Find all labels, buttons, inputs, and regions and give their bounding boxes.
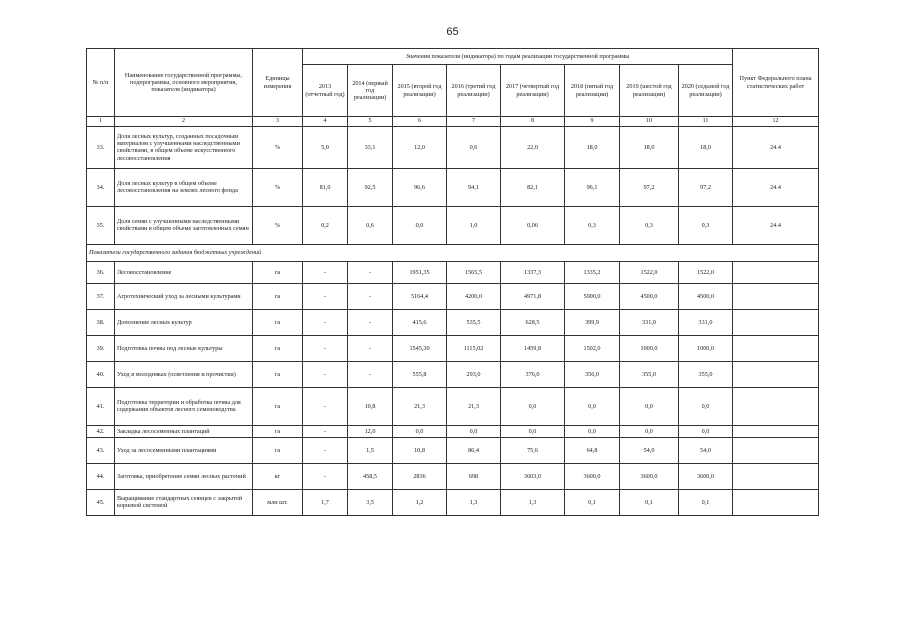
plan-cell bbox=[733, 489, 819, 515]
value-cell: 0,6 bbox=[447, 126, 501, 168]
unit-cell: га bbox=[253, 309, 303, 335]
table-row bbox=[87, 168, 819, 206]
value-cell: 415,6 bbox=[393, 309, 447, 335]
row-number: 35. bbox=[87, 206, 115, 244]
unit-cell: га bbox=[253, 335, 303, 361]
indicator-name: Уход в молодняках (осветления и прочистки) bbox=[115, 361, 253, 387]
value-cell: 2836 bbox=[393, 463, 447, 489]
value-cell: 64,8 bbox=[565, 437, 620, 463]
table-row bbox=[87, 463, 819, 489]
indicator-name: Доля лесных культур в общем объеме лесовосстановления на землях лесного фонда bbox=[115, 168, 253, 206]
plan-cell: 24.4 bbox=[733, 126, 819, 168]
value-cell: - bbox=[348, 361, 393, 387]
value-cell: 0,6 bbox=[348, 206, 393, 244]
indicator-name: Дополнение лесных культур bbox=[115, 309, 253, 335]
unit-cell: га bbox=[253, 437, 303, 463]
table-row bbox=[87, 206, 819, 244]
value-cell: 0,1 bbox=[679, 489, 733, 515]
unit-cell: % bbox=[253, 126, 303, 168]
value-cell: 555,8 bbox=[393, 361, 447, 387]
row-number: 39. bbox=[87, 335, 115, 361]
value-cell: 1951,35 bbox=[393, 261, 447, 283]
value-cell: 1,3 bbox=[501, 489, 565, 515]
value-cell: 458,5 bbox=[348, 463, 393, 489]
row-number: 41. bbox=[87, 387, 115, 425]
plan-cell bbox=[733, 361, 819, 387]
value-cell: - bbox=[303, 361, 348, 387]
value-cell: 92,5 bbox=[348, 168, 393, 206]
table-row bbox=[87, 261, 819, 283]
table-row bbox=[87, 126, 819, 168]
value-cell: - bbox=[348, 335, 393, 361]
value-cell: 1545,30 bbox=[393, 335, 447, 361]
indicator-name: Доля лесных культур, созданных посадочным материалом с улучшенными наследственными свойствами, в общем объеме искусственного лесовосстановления bbox=[115, 126, 253, 168]
header-year: 2020 (седьмой год реализации) bbox=[679, 65, 733, 117]
indicator-name: Заготовка, приобретение семян лесных растений bbox=[115, 463, 253, 489]
value-cell: 355,0 bbox=[620, 361, 679, 387]
value-cell: 1335,2 bbox=[565, 261, 620, 283]
indicator-name: Выращивание стандартных сеянцев с закрытой корневой системой bbox=[115, 489, 253, 515]
value-cell: 0,1 bbox=[565, 489, 620, 515]
column-number: 12 bbox=[733, 117, 819, 127]
unit-cell: % bbox=[253, 206, 303, 244]
value-cell: 97,2 bbox=[679, 168, 733, 206]
value-cell: 0,3 bbox=[565, 206, 620, 244]
value-cell: 628,5 bbox=[501, 309, 565, 335]
row-number: 42. bbox=[87, 425, 115, 437]
value-cell: 1337,3 bbox=[501, 261, 565, 283]
value-cell: - bbox=[303, 261, 348, 283]
column-number: 4 bbox=[303, 117, 348, 127]
unit-cell: га bbox=[253, 283, 303, 309]
value-cell: 96,6 bbox=[393, 168, 447, 206]
unit-cell: га bbox=[253, 361, 303, 387]
value-cell: 293,0 bbox=[447, 361, 501, 387]
value-cell: 33,1 bbox=[348, 126, 393, 168]
value-cell: 1,5 bbox=[348, 437, 393, 463]
column-number: 2 bbox=[115, 117, 253, 127]
column-number: 6 bbox=[393, 117, 447, 127]
value-cell: 698 bbox=[447, 463, 501, 489]
value-cell: 0,0 bbox=[679, 387, 733, 425]
value-cell: 331,0 bbox=[679, 309, 733, 335]
value-cell: - bbox=[303, 437, 348, 463]
value-cell: 1000,0 bbox=[679, 335, 733, 361]
value-cell: 535,5 bbox=[447, 309, 501, 335]
plan-cell bbox=[733, 283, 819, 309]
value-cell: 0,3 bbox=[620, 206, 679, 244]
value-cell: 10,8 bbox=[348, 387, 393, 425]
header-year: 2017 (четвертый год реализации) bbox=[501, 65, 565, 117]
value-cell: 0,0 bbox=[679, 425, 733, 437]
row-number: 43. bbox=[87, 437, 115, 463]
indicator-name: Подготовка территории и обработка почвы для содержания объектов лесного семеноводства bbox=[115, 387, 253, 425]
header-year: 2014 (первый год реализации) bbox=[348, 65, 393, 117]
value-cell: 1522,0 bbox=[620, 261, 679, 283]
column-number: 9 bbox=[565, 117, 620, 127]
value-cell: 0,0 bbox=[447, 425, 501, 437]
value-cell: - bbox=[303, 463, 348, 489]
header-unit: Единицы измерения bbox=[253, 49, 303, 117]
header-year: 2015 (второй год реализации) bbox=[393, 65, 447, 117]
row-number: 40. bbox=[87, 361, 115, 387]
indicator-name: Агротехнический уход за лесными культурами bbox=[115, 283, 253, 309]
unit-cell: % bbox=[253, 168, 303, 206]
row-number: 38. bbox=[87, 309, 115, 335]
value-cell: - bbox=[348, 283, 393, 309]
value-cell: 0,0 bbox=[620, 425, 679, 437]
table-row bbox=[87, 361, 819, 387]
value-cell: 1115,02 bbox=[447, 335, 501, 361]
plan-cell bbox=[733, 309, 819, 335]
page-number: 65 bbox=[446, 26, 459, 38]
unit-cell: млн шт. bbox=[253, 489, 303, 515]
value-cell: 0,3 bbox=[679, 206, 733, 244]
plan-cell: 24.4 bbox=[733, 206, 819, 244]
task-rows bbox=[87, 261, 819, 515]
section-block bbox=[87, 244, 819, 261]
plan-cell: 24.4 bbox=[733, 168, 819, 206]
value-cell: 0,0 bbox=[501, 387, 565, 425]
header-year: 2013 (отчетный год) bbox=[303, 65, 348, 117]
header-year: 2019 (шестой год реализации) bbox=[620, 65, 679, 117]
value-cell: 1,0 bbox=[447, 206, 501, 244]
value-cell: 1000,0 bbox=[620, 335, 679, 361]
value-cell: 4971,8 bbox=[501, 283, 565, 309]
indicators-table bbox=[86, 48, 819, 516]
value-cell: 1,3 bbox=[447, 489, 501, 515]
plan-cell bbox=[733, 437, 819, 463]
value-cell: 0,1 bbox=[620, 489, 679, 515]
value-cell: - bbox=[348, 261, 393, 283]
value-cell: 3603,0 bbox=[501, 463, 565, 489]
value-cell: 18,0 bbox=[565, 126, 620, 168]
table-row bbox=[87, 335, 819, 361]
value-cell: 4200,0 bbox=[447, 283, 501, 309]
value-cell: - bbox=[303, 335, 348, 361]
value-cell: 82,1 bbox=[501, 168, 565, 206]
indicator-name: Лесовосстановление bbox=[115, 261, 253, 283]
value-cell: - bbox=[303, 387, 348, 425]
value-cell: 0,2 bbox=[303, 206, 348, 244]
header-year: 2016 (третий год реализации) bbox=[447, 65, 501, 117]
row-number: 44. bbox=[87, 463, 115, 489]
unit-cell: га bbox=[253, 387, 303, 425]
row-number: 37. bbox=[87, 283, 115, 309]
column-number: 3 bbox=[253, 117, 303, 127]
value-cell: 12,0 bbox=[348, 425, 393, 437]
row-number: 45. bbox=[87, 489, 115, 515]
value-cell: - bbox=[303, 425, 348, 437]
value-cell: 54,0 bbox=[679, 437, 733, 463]
value-cell: 3,5 bbox=[348, 489, 393, 515]
unit-cell: га bbox=[253, 425, 303, 437]
value-cell: 22,0 bbox=[501, 126, 565, 168]
value-cell: - bbox=[348, 309, 393, 335]
value-cell: 5164,4 bbox=[393, 283, 447, 309]
value-cell: 5000,0 bbox=[565, 283, 620, 309]
value-cell: 3600,0 bbox=[565, 463, 620, 489]
value-cell: 376,0 bbox=[501, 361, 565, 387]
value-cell: 1459,8 bbox=[501, 335, 565, 361]
value-cell: 18,0 bbox=[679, 126, 733, 168]
row-number: 33. bbox=[87, 126, 115, 168]
value-cell: 4500,0 bbox=[679, 283, 733, 309]
value-cell: 0,0 bbox=[565, 387, 620, 425]
plan-cell bbox=[733, 387, 819, 425]
value-cell: 10,8 bbox=[393, 437, 447, 463]
plan-cell bbox=[733, 463, 819, 489]
column-number: 5 bbox=[348, 117, 393, 127]
value-cell: 97,2 bbox=[620, 168, 679, 206]
value-cell: - bbox=[303, 283, 348, 309]
value-cell: 86,4 bbox=[447, 437, 501, 463]
value-cell: 399,9 bbox=[565, 309, 620, 335]
value-cell: 4500,0 bbox=[620, 283, 679, 309]
plan-cell bbox=[733, 261, 819, 283]
column-number: 1 bbox=[87, 117, 115, 127]
column-number: 7 bbox=[447, 117, 501, 127]
column-number: 11 bbox=[679, 117, 733, 127]
value-cell: 94,1 bbox=[447, 168, 501, 206]
value-cell: 0,0 bbox=[393, 425, 447, 437]
value-cell: 81,0 bbox=[303, 168, 348, 206]
value-cell: 331,0 bbox=[620, 309, 679, 335]
table-row bbox=[87, 283, 819, 309]
unit-cell: га bbox=[253, 261, 303, 283]
indicator-name: Закладка лесосеменных плантаций bbox=[115, 425, 253, 437]
value-cell: 0,0 bbox=[501, 425, 565, 437]
row-number: 36. bbox=[87, 261, 115, 283]
value-cell: 3600,0 bbox=[679, 463, 733, 489]
value-cell: 5,0 bbox=[303, 126, 348, 168]
value-cell: 96,1 bbox=[565, 168, 620, 206]
unit-cell: кг bbox=[253, 463, 303, 489]
table-row bbox=[87, 309, 819, 335]
value-cell: 21,3 bbox=[447, 387, 501, 425]
table-row bbox=[87, 489, 819, 515]
value-cell: 356,0 bbox=[565, 361, 620, 387]
value-cell: - bbox=[303, 309, 348, 335]
header-plan: Пункт Федерального плана статистических работ bbox=[733, 49, 819, 117]
value-cell: 0,06 bbox=[501, 206, 565, 244]
plan-cell bbox=[733, 335, 819, 361]
plan-cell bbox=[733, 425, 819, 437]
value-cell: 0,0 bbox=[393, 206, 447, 244]
header-year: 2018 (пятый год реализации) bbox=[565, 65, 620, 117]
table-row bbox=[87, 437, 819, 463]
indicator-name: Уход за лесосеменными плантациями bbox=[115, 437, 253, 463]
value-cell: 75,6 bbox=[501, 437, 565, 463]
value-cell: 0,0 bbox=[565, 425, 620, 437]
value-cell: 355,0 bbox=[679, 361, 733, 387]
indicator-rows bbox=[87, 126, 819, 244]
indicator-name: Подготовка почвы под лесные культуры bbox=[115, 335, 253, 361]
value-cell: 1,7 bbox=[303, 489, 348, 515]
value-cell: 0,0 bbox=[620, 387, 679, 425]
value-cell: 12,0 bbox=[393, 126, 447, 168]
header-group: Значения показателя (индикатора) по годам реализации государственной программы bbox=[303, 49, 733, 65]
indicator-name: Доля семян с улучшенными наследственными свойствами в общем объеме заготовленных семян bbox=[115, 206, 253, 244]
table-row bbox=[87, 387, 819, 425]
header-name: Наименование государственной программы, подпрограммы, основного мероприятия, показателя (индикатора) bbox=[115, 49, 253, 117]
value-cell: 1502,0 bbox=[565, 335, 620, 361]
row-number: 34. bbox=[87, 168, 115, 206]
column-number: 10 bbox=[620, 117, 679, 127]
value-cell: 1,2 bbox=[393, 489, 447, 515]
column-number: 8 bbox=[501, 117, 565, 127]
value-cell: 1565,5 bbox=[447, 261, 501, 283]
value-cell: 1522,0 bbox=[679, 261, 733, 283]
value-cell: 21,3 bbox=[393, 387, 447, 425]
section-title: Показатели государственного задания бюджетных учреждений bbox=[87, 244, 819, 261]
value-cell: 18,0 bbox=[620, 126, 679, 168]
table-row bbox=[87, 425, 819, 437]
value-cell: 3600,0 bbox=[620, 463, 679, 489]
value-cell: 54,0 bbox=[620, 437, 679, 463]
header-num: № п/п bbox=[87, 49, 115, 117]
